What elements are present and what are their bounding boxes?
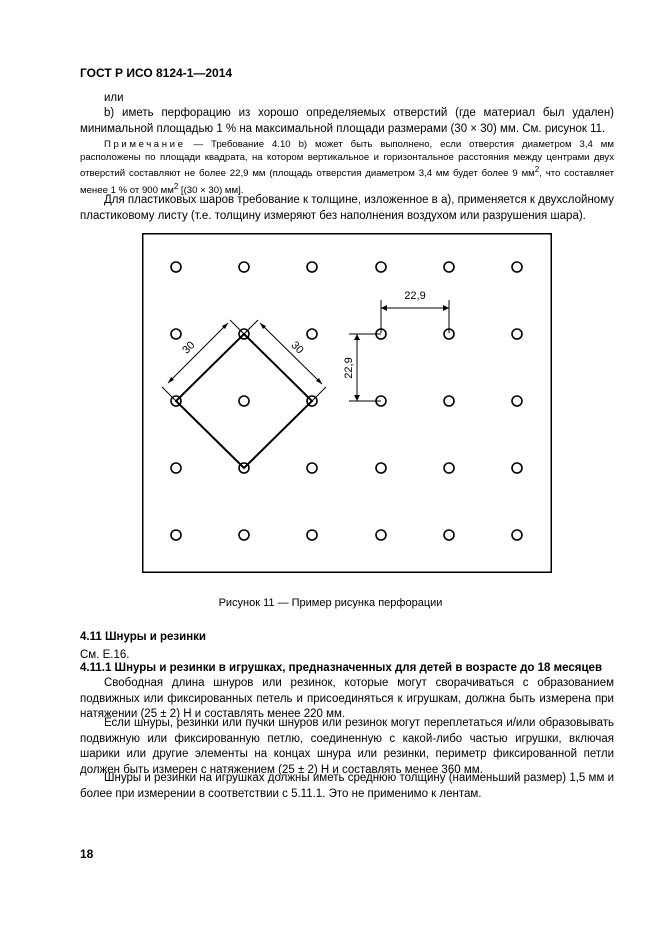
- perforation-hole: [444, 262, 454, 272]
- note: [80, 139, 614, 198]
- perforation-hole: [171, 530, 181, 540]
- text-or: или: [104, 92, 124, 104]
- perforation-hole: [376, 463, 386, 473]
- see-reference: См. Е.16.: [80, 649, 130, 661]
- perforation-hole: [444, 530, 454, 540]
- perforation-hole: [171, 329, 181, 339]
- perforation-hole: [239, 530, 249, 540]
- dim-diag-left-label: 30: [180, 339, 198, 357]
- paragraph-3: Шнуры и резинки на игрушках должны иметь среднюю толщину (наименьший размер) 1,5 мм и более при измерении в соответствии с 5.11.1. Это не применимо к лентам.: [80, 772, 614, 800]
- perforation-hole: [512, 396, 522, 406]
- figure-caption: Рисунок 11 — Пример рисунка перфорации: [218, 597, 443, 609]
- perforation-hole: [376, 262, 386, 272]
- perforation-hole: [512, 329, 522, 339]
- perforation-hole: [444, 396, 454, 406]
- document-header: ГОСТ Р ИСО 8124-1—2014: [80, 66, 233, 80]
- perforation-hole: [239, 262, 249, 272]
- perforation-holes: [171, 262, 522, 540]
- dim-diag-right-label: 30: [288, 339, 306, 357]
- perforation-hole: [512, 463, 522, 473]
- perforation-hole: [376, 530, 386, 540]
- perforation-hole: [171, 262, 181, 272]
- perforation-hole: [239, 396, 249, 406]
- perforation-hole: [307, 329, 317, 339]
- perforation-hole: [512, 530, 522, 540]
- perforation-hole: [444, 463, 454, 473]
- dimension-arrows: [168, 305, 449, 401]
- dim-horizontal-label: 22,9: [404, 290, 426, 302]
- note-label: Примечание: [104, 139, 186, 150]
- figure-frame: [143, 234, 552, 573]
- perforation-hole: [307, 262, 317, 272]
- note-sup-1: 2: [534, 165, 540, 175]
- perforation-hole: [512, 262, 522, 272]
- note-body-2: , что составляет менее 1 % от 900 мм: [80, 168, 614, 197]
- note-body-3: [(30 × 30) мм].: [178, 185, 244, 197]
- note-sup-2: 2: [173, 181, 179, 191]
- dim-vertical-label: 22,9: [343, 357, 355, 379]
- page-number: 18: [80, 847, 94, 861]
- section-4-11-1-heading: 4.11.1 Шнуры и резинки в игрушках, предназначенных для детей в возрасте до 18 месяцев: [80, 662, 603, 674]
- paragraph-1: Свободная длина шнуров или резинок, которые могут сворачиваться с образованием подвижных или фиксированных петель и присоединяться к игрушкам, должна быть измерена при натяжении (25 ± 2) Н и составлять менее 220 мм.: [80, 677, 614, 720]
- dimension-lines: [162, 300, 449, 401]
- perforation-figure: [142, 233, 552, 573]
- item-b: [80, 106, 614, 137]
- paragraph-2: Если шнуры, резинки или пучки шнуров или резинок могут переплетаться и/или образовывать подвижную или фиксированную петлю, соединенную с какой-либо частью игрушки, включая шарики или другие элементы на концах шнура или резинки, периметр фиксированной петли должен быть измерен с натяжением (25 ± 2) Н и составлять менее 360 мм.: [80, 717, 614, 776]
- item-b-text: b) иметь перфорацию из хорошо определяемых отверстий (где материал был удален) минимальной площадью 1 % на максимальной площади размерами (30 × 30) мм. См. рисунок 11.: [80, 107, 614, 135]
- note-body-1: — Требование 4.10 b) может быть выполнено, если отверстия диаметром 3,4 мм расположены по площади квадрата, на котором вертикальное и горизонтальное расстояния между центрами двух отверстий составляют не более 22,9 мм (площадь отверстия диаметром 3,4 мм будет более 9 мм: [80, 139, 614, 180]
- section-4-11-heading: 4.11 Шнуры и резинки: [80, 631, 206, 643]
- perforation-hole: [307, 530, 317, 540]
- perforation-hole: [171, 463, 181, 473]
- perforation-hole: [307, 463, 317, 473]
- plastic-paragraph: Для пластиковых шаров требование к толщине, изложенное в а), применяется к двухслойному пластиковому листу (т.е. толщину измеряют без наполнения воздухом или разрушения шара).: [80, 194, 614, 222]
